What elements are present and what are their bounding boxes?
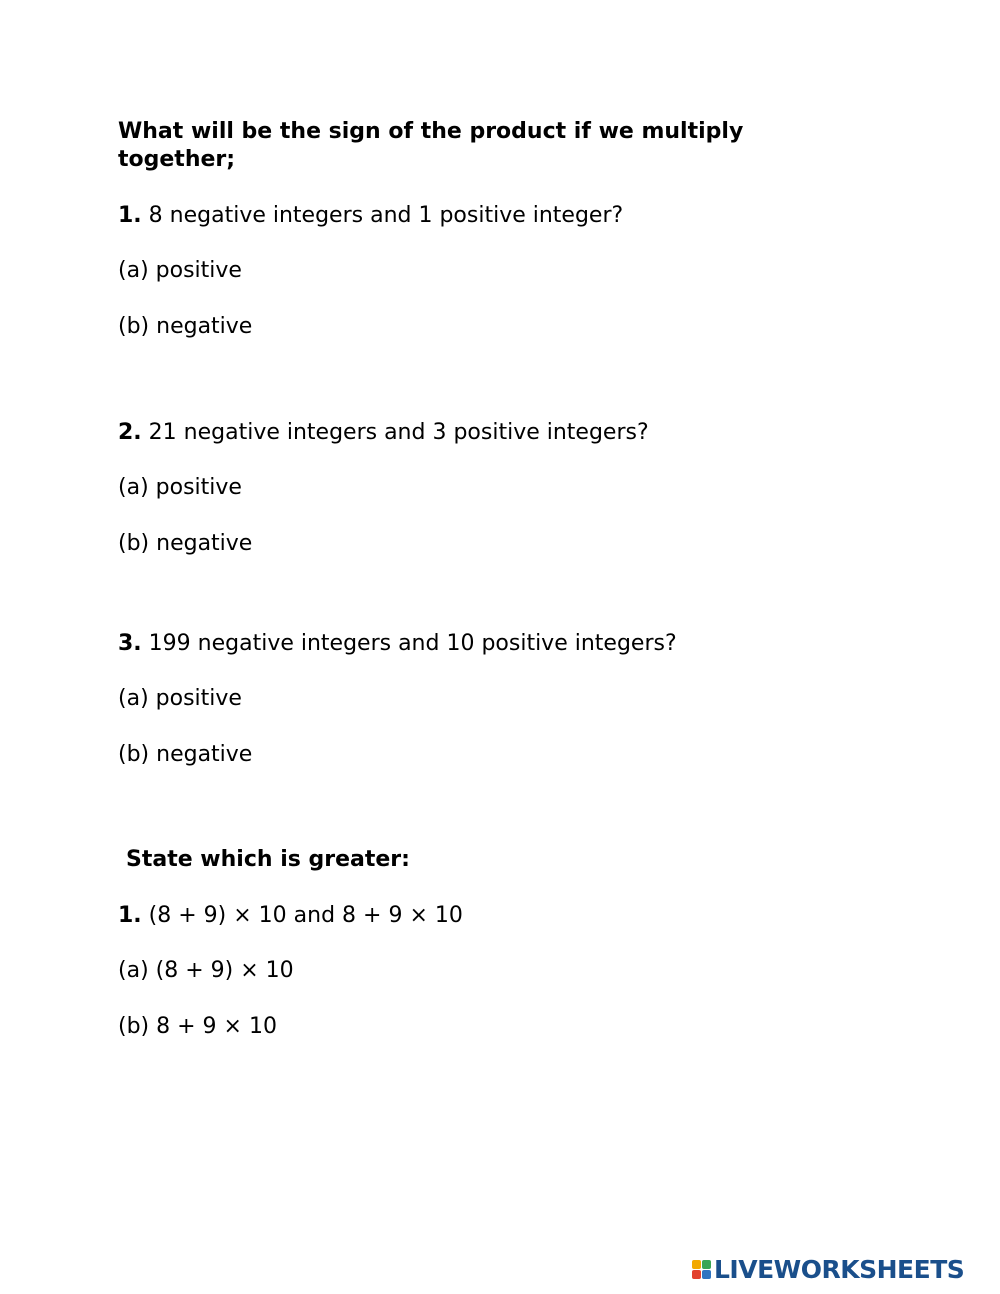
question-number: 3. (118, 631, 142, 656)
option-3b[interactable]: (b) negative (118, 742, 253, 767)
option-2a[interactable]: (a) positive (118, 475, 242, 500)
option-1b[interactable]: (b) negative (118, 314, 253, 339)
question-number: 1. (118, 903, 142, 928)
question-2 (118, 419, 649, 447)
question-text: 199 negative integers and 10 positive integers? (141, 631, 677, 656)
question-number: 1. (118, 203, 142, 228)
liveworksheets-logo (692, 1252, 964, 1286)
section1-heading-line1: What will be the sign of the product if we multiply (118, 119, 744, 144)
question-text: 21 negative integers and 3 positive integers? (141, 420, 649, 445)
section1-heading-line2: together; (118, 147, 236, 172)
logo-text: LIVEWORKSHEETS (714, 1254, 965, 1284)
option-3a[interactable]: (a) positive (118, 686, 242, 711)
question-text: (8 + 9) × 10 and 8 + 9 × 10 (141, 903, 463, 928)
logo-mark-icon (692, 1260, 711, 1279)
greater-option-1a[interactable]: (a) (8 + 9) × 10 (118, 958, 294, 983)
question-1 (118, 202, 623, 230)
option-2b[interactable]: (b) negative (118, 531, 253, 556)
question-text: 8 negative integers and 1 positive integer? (141, 203, 624, 228)
section2-heading: State which is greater: (126, 847, 410, 872)
question-3 (118, 630, 677, 658)
option-1a[interactable]: (a) positive (118, 258, 242, 283)
greater-question-1 (118, 902, 463, 930)
question-number: 2. (118, 420, 142, 445)
greater-option-1b[interactable]: (b) 8 + 9 × 10 (118, 1014, 277, 1039)
